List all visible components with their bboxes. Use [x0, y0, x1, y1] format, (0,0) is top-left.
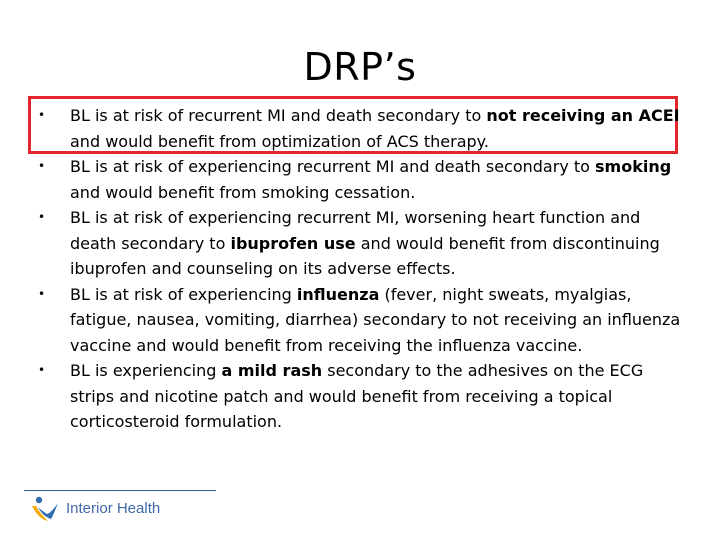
bullet-item — [30, 205, 690, 282]
bullet-item — [30, 282, 690, 359]
bullet-bold-text: ibuprofen use — [230, 233, 356, 253]
bullet-bold-text: influenza — [296, 284, 380, 304]
bullet-bold-text: smoking — [595, 157, 672, 176]
bullet-icon: • — [38, 210, 46, 224]
bullet-text: and would benefit from smoking cessation. — [70, 182, 416, 202]
bullet-text: BL is at risk of experiencing recurrent MI, worsening heart function and death secondary to — [70, 208, 641, 253]
logo-text: Interior Health — [66, 500, 161, 517]
bullet-icon: • — [38, 363, 46, 377]
bullet-text: BL is at risk of recurrent MI and death secondary to — [70, 106, 487, 125]
bullet-text: secondary to the adhesives on the ECG strips and nicotine patch and would benefit from receiving a topical corticosteroid formulation. — [70, 361, 644, 431]
bullet-icon: • — [38, 286, 46, 301]
bullet-bold-text: a mild rash — [221, 361, 323, 380]
bullet-item — [30, 358, 690, 435]
bullet-text: (fever, night sweats, myalgias, fatigue, nausea, vomiting, diarrhea) secondary to not receiving an influenza vaccine and would benefit from receiving the influenza vaccine. — [70, 284, 681, 355]
bullet-bold-text: not receiving an ACEI — [486, 106, 680, 125]
logo-divider-line — [24, 490, 216, 491]
interior-health-logo-icon — [30, 494, 60, 524]
bullet-icon: • — [38, 159, 46, 173]
bullet-text: and would benefit from optimization of ACS therapy. — [70, 131, 489, 151]
bullet-item — [30, 103, 690, 154]
bullet-text: BL is at risk of experiencing recurrent MI and death secondary to — [70, 157, 596, 176]
interior-health-logo — [24, 490, 224, 526]
bullet-text: and would benefit from discontinuing ibuprofen and counseling on its adverse effects. — [70, 233, 660, 278]
bullet-item — [30, 154, 690, 205]
slide-title: DRP’s — [303, 45, 417, 89]
bullet-text: BL is at risk of experiencing — [70, 284, 297, 304]
bullet-text: BL is experiencing — [70, 361, 222, 380]
bullet-icon: • — [38, 108, 46, 122]
bullet-list — [30, 103, 690, 435]
